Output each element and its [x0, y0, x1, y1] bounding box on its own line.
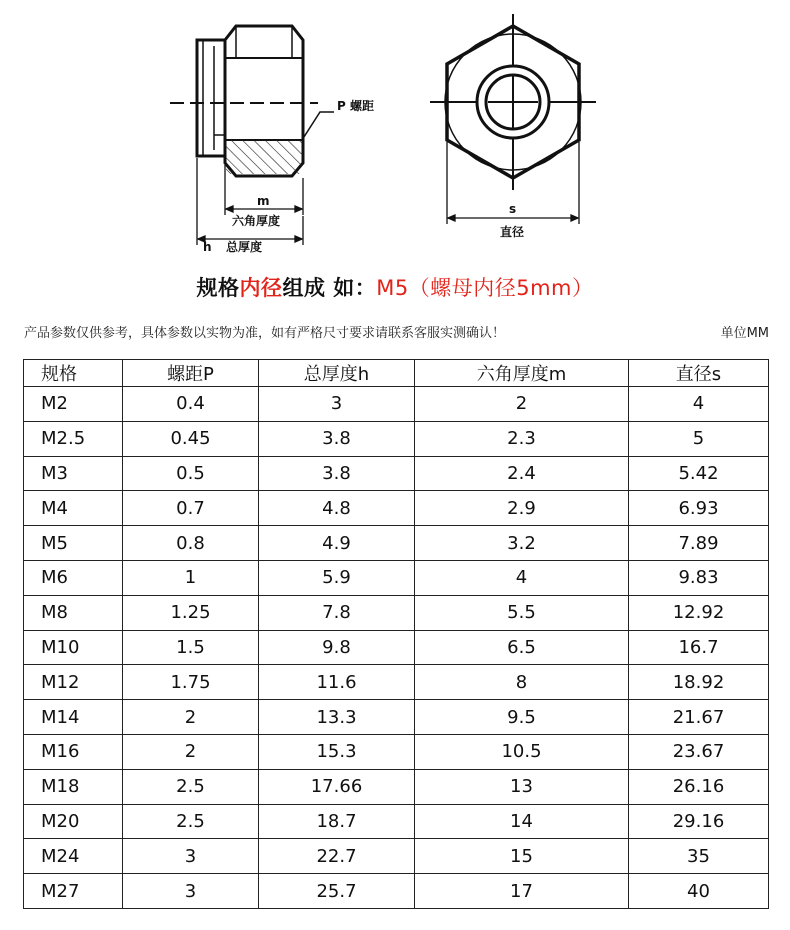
- cell-diameter: 7.89: [629, 526, 769, 561]
- header-hex-thickness: 六角厚度m: [415, 360, 629, 387]
- cell-total-thickness: 18.7: [259, 804, 415, 839]
- cell-total-thickness: 13.3: [259, 700, 415, 735]
- cell-hex-thickness: 8: [415, 665, 629, 700]
- spec-headline: [0, 272, 790, 302]
- cell-pitch: 1.25: [123, 595, 259, 630]
- cell-pitch: 2.5: [123, 769, 259, 804]
- cell-size: M4: [24, 491, 123, 526]
- cell-diameter: 29.16: [629, 804, 769, 839]
- cell-diameter: 5.42: [629, 456, 769, 491]
- cell-size: M3: [24, 456, 123, 491]
- table-row: [24, 595, 769, 630]
- cell-pitch: 1.75: [123, 665, 259, 700]
- cell-diameter: 16.7: [629, 630, 769, 665]
- cell-hex-thickness: 6.5: [415, 630, 629, 665]
- cell-total-thickness: 15.3: [259, 734, 415, 769]
- cell-size: M2.5: [24, 421, 123, 456]
- cell-total-thickness: 3.8: [259, 421, 415, 456]
- cell-size: M12: [24, 665, 123, 700]
- cell-hex-thickness: 2.3: [415, 421, 629, 456]
- cell-diameter: 5: [629, 421, 769, 456]
- h-label: h: [203, 240, 212, 254]
- table-row: [24, 874, 769, 909]
- cell-hex-thickness: 17: [415, 874, 629, 909]
- s-label: s: [509, 202, 517, 216]
- headline-part3: 组成 如：: [282, 276, 377, 300]
- cell-hex-thickness: 2: [415, 387, 629, 422]
- cell-diameter: 4: [629, 387, 769, 422]
- cell-diameter: 9.83: [629, 560, 769, 595]
- table-row: [24, 630, 769, 665]
- cell-pitch: 2: [123, 734, 259, 769]
- cell-hex-thickness: 5.5: [415, 595, 629, 630]
- table-row: [24, 804, 769, 839]
- table-row: [24, 665, 769, 700]
- cell-size: M8: [24, 595, 123, 630]
- m-caption: 六角厚度: [232, 214, 281, 228]
- cell-hex-thickness: 13: [415, 769, 629, 804]
- cell-total-thickness: 25.7: [259, 874, 415, 909]
- cell-size: M2: [24, 387, 123, 422]
- table-row: [24, 769, 769, 804]
- pitch-leader: [302, 112, 334, 140]
- m-label: m: [257, 194, 270, 208]
- table-row: [24, 560, 769, 595]
- cell-pitch: 0.4: [123, 387, 259, 422]
- cell-pitch: 0.8: [123, 526, 259, 561]
- cell-pitch: 0.5: [123, 456, 259, 491]
- h-caption: 总厚度: [226, 240, 263, 254]
- table-row: [24, 491, 769, 526]
- cell-hex-thickness: 15: [415, 839, 629, 874]
- cell-pitch: 0.45: [123, 421, 259, 456]
- cell-pitch: 3: [123, 839, 259, 874]
- cell-diameter: 26.16: [629, 769, 769, 804]
- cell-size: M27: [24, 874, 123, 909]
- s-caption: 直径: [500, 225, 525, 239]
- cell-hex-thickness: 2.4: [415, 456, 629, 491]
- cell-diameter: 23.67: [629, 734, 769, 769]
- table-row: [24, 387, 769, 422]
- table-row: [24, 526, 769, 561]
- cell-diameter: 35: [629, 839, 769, 874]
- cell-size: M6: [24, 560, 123, 595]
- cell-diameter: 21.67: [629, 700, 769, 735]
- pitch-label: P 螺距: [337, 99, 374, 113]
- nut-dimension-diagram: [0, 0, 790, 262]
- cell-diameter: 12.92: [629, 595, 769, 630]
- header-pitch: 螺距P: [123, 360, 259, 387]
- cell-total-thickness: 4.8: [259, 491, 415, 526]
- table-header-row: [24, 360, 769, 387]
- notice-text: 产品参数仅供参考，具体参数以实物为准，如有严格尺寸要求请联系客服实测确认！: [24, 326, 506, 341]
- cell-hex-thickness: 9.5: [415, 700, 629, 735]
- cell-size: M16: [24, 734, 123, 769]
- table-row: [24, 839, 769, 874]
- cell-pitch: 3: [123, 874, 259, 909]
- cell-diameter: 40: [629, 874, 769, 909]
- cell-total-thickness: 3: [259, 387, 415, 422]
- cell-total-thickness: 3.8: [259, 456, 415, 491]
- cell-total-thickness: 17.66: [259, 769, 415, 804]
- cell-pitch: 1: [123, 560, 259, 595]
- cell-total-thickness: 22.7: [259, 839, 415, 874]
- cell-diameter: 6.93: [629, 491, 769, 526]
- cell-diameter: 18.92: [629, 665, 769, 700]
- cell-hex-thickness: 3.2: [415, 526, 629, 561]
- cell-hex-thickness: 14: [415, 804, 629, 839]
- header-diameter: 直径s: [629, 360, 769, 387]
- spec-table: [23, 359, 769, 909]
- unit-label: 单位MM: [720, 326, 769, 341]
- notice-bar: [24, 322, 769, 341]
- headline-part4: M5（螺母内径5mm）: [376, 276, 594, 300]
- table-row: [24, 421, 769, 456]
- table-row: [24, 456, 769, 491]
- cell-pitch: 2: [123, 700, 259, 735]
- cell-total-thickness: 11.6: [259, 665, 415, 700]
- cell-hex-thickness: 2.9: [415, 491, 629, 526]
- cell-hex-thickness: 10.5: [415, 734, 629, 769]
- header-total-thickness: 总厚度h: [259, 360, 415, 387]
- table-row: [24, 700, 769, 735]
- cell-pitch: 1.5: [123, 630, 259, 665]
- table-row: [24, 734, 769, 769]
- cell-pitch: 0.7: [123, 491, 259, 526]
- headline-part1: 规格: [196, 276, 240, 300]
- cell-size: M18: [24, 769, 123, 804]
- nut-side-view: [197, 26, 303, 176]
- cell-size: M20: [24, 804, 123, 839]
- cell-total-thickness: 5.9: [259, 560, 415, 595]
- cell-size: M5: [24, 526, 123, 561]
- cell-size: M14: [24, 700, 123, 735]
- cell-total-thickness: 7.8: [259, 595, 415, 630]
- header-size: 规格: [24, 360, 123, 387]
- cell-total-thickness: 4.9: [259, 526, 415, 561]
- cell-pitch: 2.5: [123, 804, 259, 839]
- cell-size: M10: [24, 630, 123, 665]
- headline-part2: 内径: [239, 276, 283, 300]
- nut-top-view: [430, 14, 596, 190]
- cell-hex-thickness: 4: [415, 560, 629, 595]
- cell-size: M24: [24, 839, 123, 874]
- cell-total-thickness: 9.8: [259, 630, 415, 665]
